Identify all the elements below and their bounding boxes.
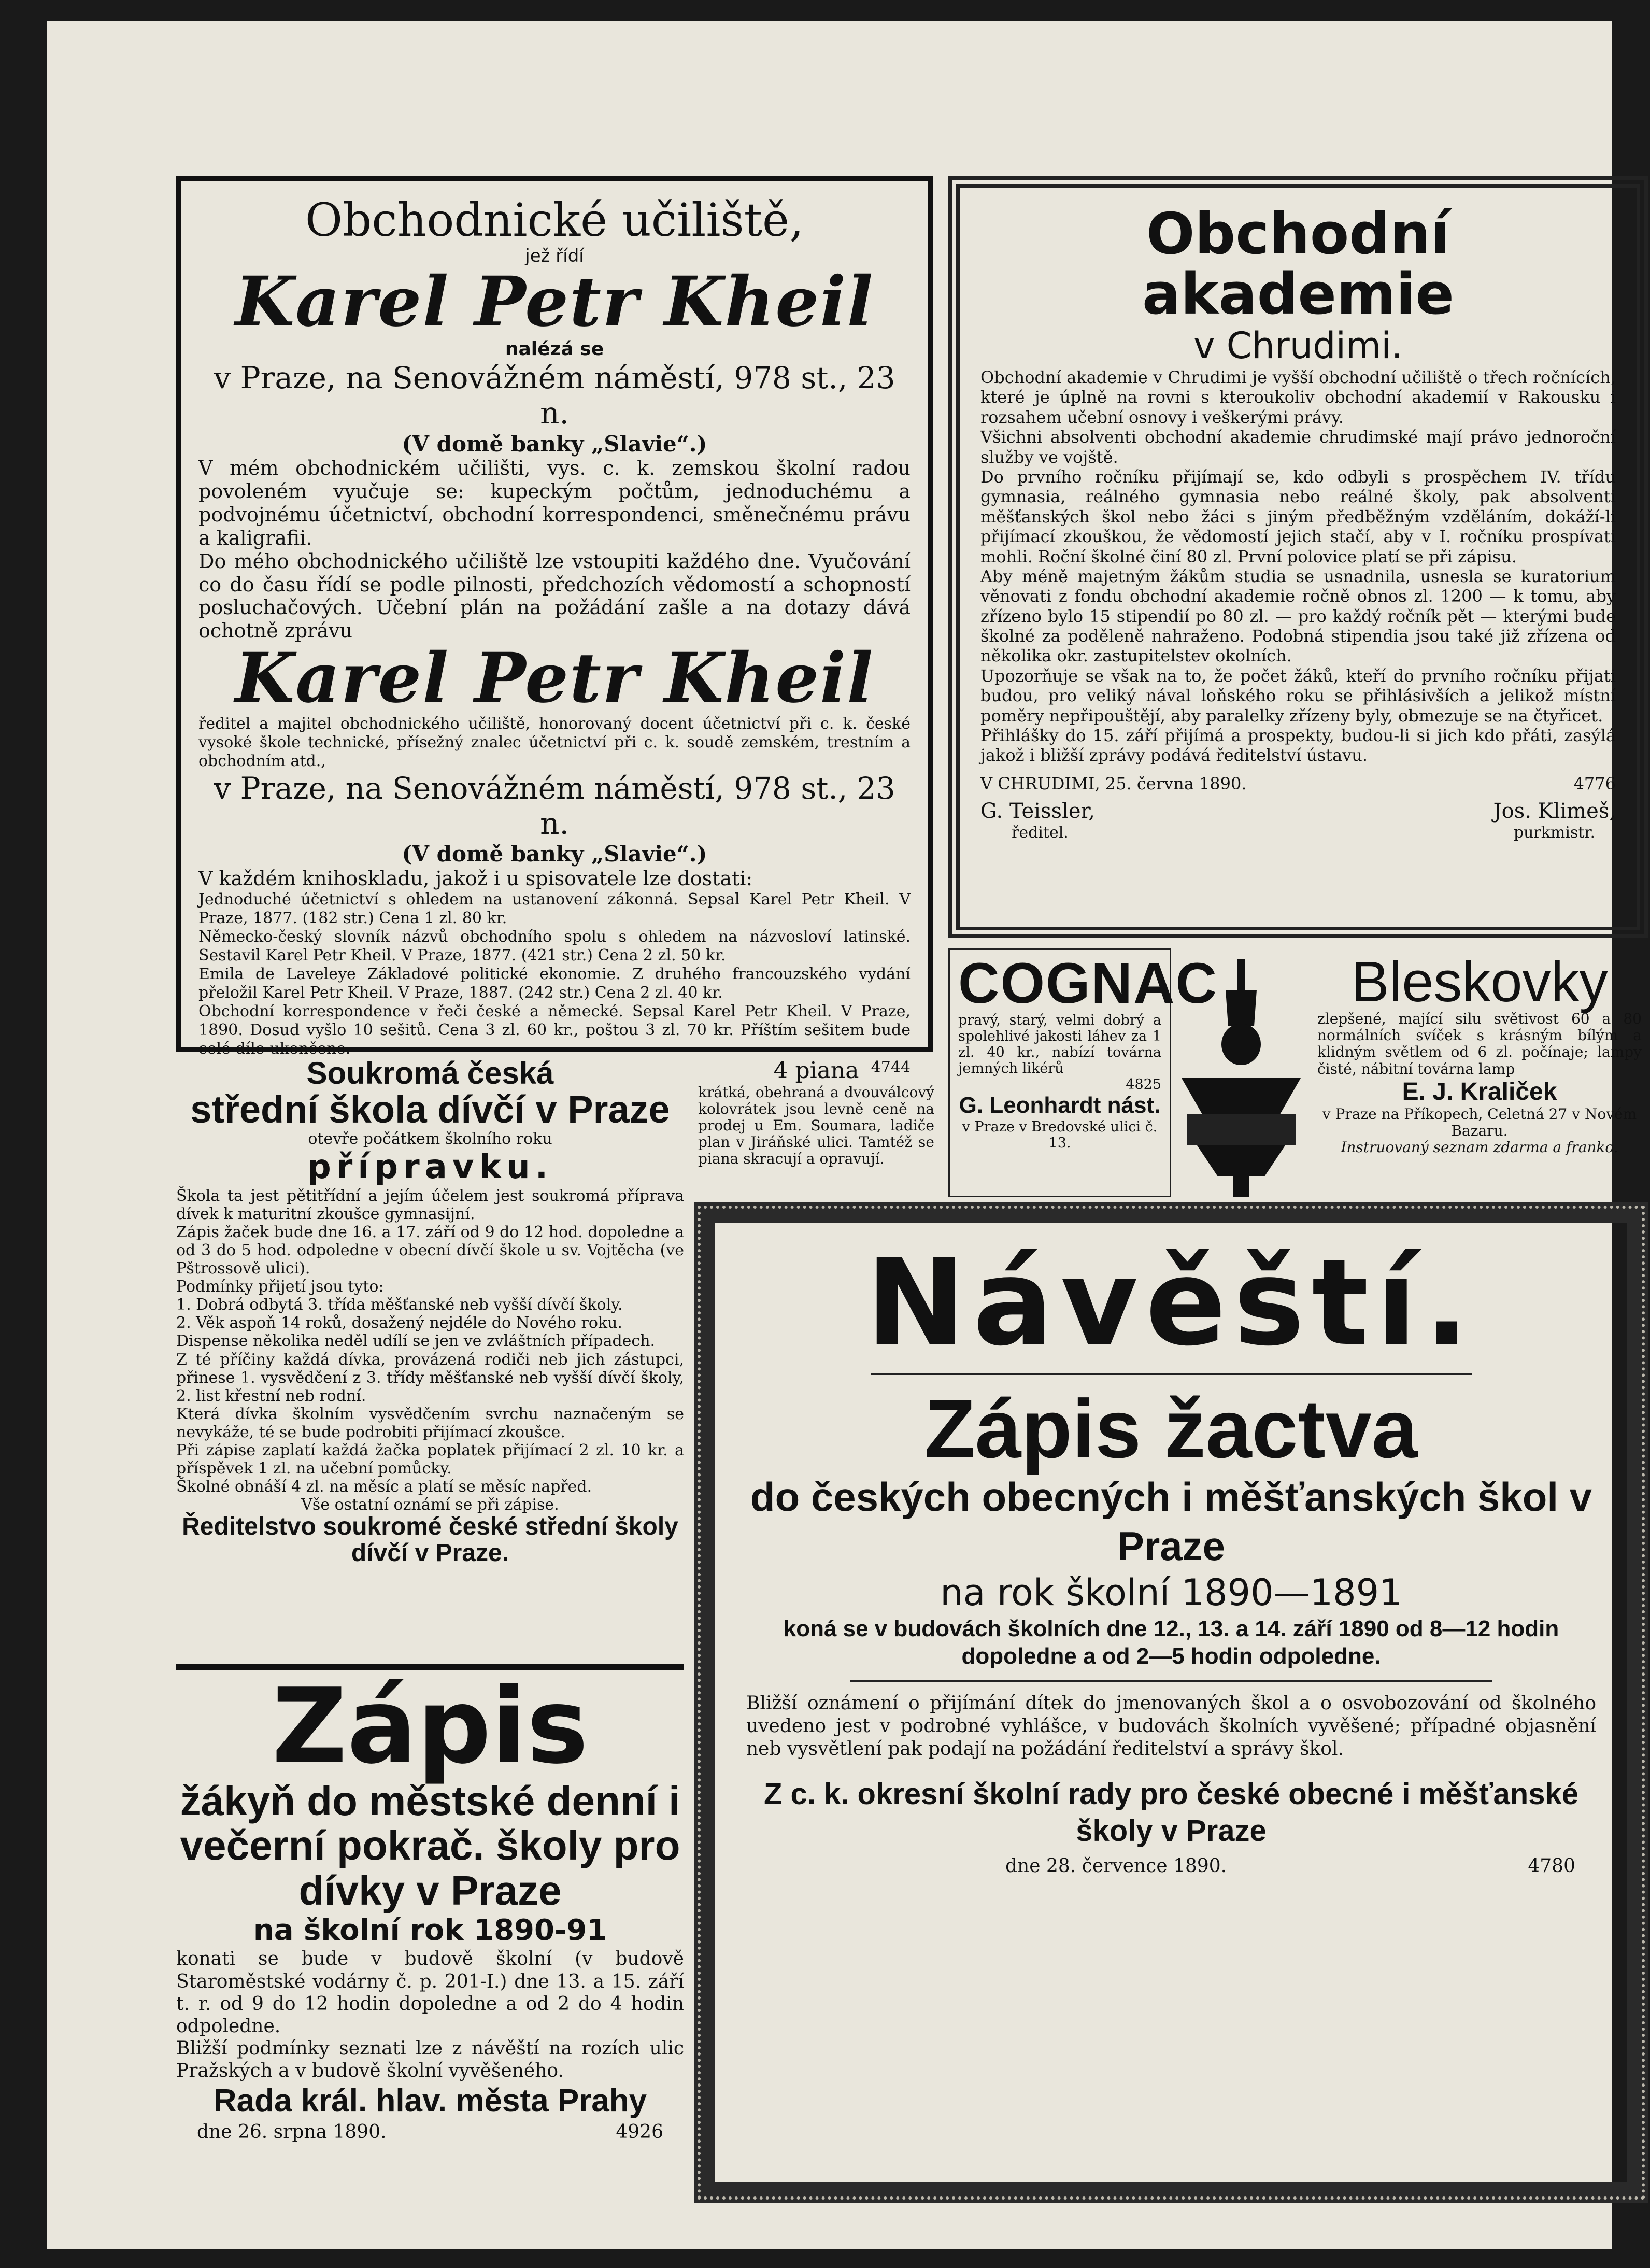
soukr-paragraph-4: 1. Dobrá odbytá 3. třída měšťanské neb vyšší dívčí školy.	[176, 1296, 623, 1314]
kheil-book-3: Emila de Laveleye Základové politické ekonomie. Z druhého francouzského vydání přeložil Karel Petr Kheil. V Praze, 1887. (242 str.) Cena 2 zl. 40 kr.	[198, 965, 911, 1002]
cognac-address: v Praze v Bredovské ulici č. 13.	[962, 1118, 1158, 1151]
zakyn-paragraph-2: Bližší podmínky seznati lze z návěští na rozích ulic Pražských a v budově školní vyvěšeného.	[176, 2038, 684, 2082]
zakyn-school-year: na školní rok 1890-91	[253, 1913, 607, 1948]
kheil-paragraph-1: V mém obchodnickém učilišti, vys. c. k. zemskou školní radou povoleném vyučuje se: kupeckým počtům, jednoduchému a podvojnému účetnictví, obchodní korrespondenci, směnečnému právu a kaligrafii.	[198, 457, 911, 549]
soukr-title-3: přípravku.	[307, 1147, 553, 1186]
newspaper-page	[47, 21, 1642, 2249]
akad-signature-director: G. Teissler,	[980, 799, 1095, 824]
cognac-ad-number: 4825	[1126, 1076, 1161, 1093]
nav-school-year: na rok školní 1890—1891	[940, 1571, 1402, 1614]
soukr-signature: Ředitelstvo soukromé české střední školy dívčí v Praze.	[182, 1513, 678, 1567]
zakyn-council: Rada král. hlav. města Prahy	[213, 2083, 647, 2119]
soukr-paragraph-1: Škola ta jest pětitřídní a jejím účelem jest soukromá příprava dívek k maturitní zkoušce gymnasijní.	[176, 1186, 684, 1223]
blesk-body: zlepšené, mající silu světivost 60 a 80 normálních svíček s krásným bílým a klidným světlem od 6 zl. počínaje; lampy čisté, nábitní továrna lamp	[1317, 1010, 1642, 1078]
nav-title: Návěští.	[865, 1234, 1477, 1372]
kheil-book-2: Německo-český slovník názvů obchodního spolu s ohledem na názvosloví latinské. Sestavil Karel Petr Kheil. V Praze, 1877. (421 str.) Cena 2 zl. 50 kr.	[198, 927, 911, 965]
nav-dates: koná se v budovách školních dne 12., 13. a 14. září 1890 od 8—12 hodin dopoledne a od 2—5 hodin odpoledne.	[783, 1615, 1559, 1669]
soukr-title-1: Soukromá česká	[306, 1056, 554, 1090]
nav-council: Z c. k. okresní školní rady pro české obecné i měšťanské školy v Praze	[764, 1777, 1578, 1848]
akad-paragraph-2: Všichni absolventi obchodní akademie chrudimské mají právo jednoroční služby ve vojště.	[980, 427, 1616, 467]
akad-ad-number: 4776	[1573, 773, 1616, 793]
blesk-firm: E. J. Kraliček	[1402, 1078, 1557, 1105]
soukr-paragraph-6: Dispense několika neděl udílí se jen ve zvláštních případech.	[176, 1332, 656, 1351]
akad-role-mayor: purkmistr.	[1513, 824, 1595, 842]
blesk-extra: Instruovaný seznam zdarma a franko.	[1341, 1139, 1618, 1156]
piana-title: 4 piana	[773, 1057, 859, 1084]
nav-ad-number: 4780	[1528, 1855, 1575, 1877]
ad-school-notice	[694, 1202, 1648, 2203]
akad-signature-mayor: Jos. Klimeš,	[1493, 799, 1616, 824]
kheil-paragraph-2: Do mého obchodnického učiliště lze vstoupiti každého dne. Vyučování co do času řídí se podle pilnosti, předchozích vědomostí a schopností posluchačových. Učební plán na požádání zašle a na dotazy dává ochotně zprávu	[198, 549, 911, 643]
ad-private-girls-school	[176, 1055, 684, 1651]
kheil-name-top: Karel Petr Kheil	[235, 261, 874, 342]
kheil-address: v Praze, na Senovážném náměstí, 978 st., 23 n.	[214, 360, 895, 431]
zakyn-date: dne 26. srpna 1890.	[197, 2121, 387, 2143]
soukr-opens: otevře počátkem školního roku	[308, 1129, 552, 1148]
ad-girls-school-enrollment	[176, 1659, 684, 2203]
kheil-book-4: Obchodní korrespondence v řeči české a německé. Sepsal Karel Petr Kheil. V Praze, 1890. Dosud vyšlo 10 sešitů. Cena 3 zl. 60 kr., poštou 3 zl. 70 kr. Příštím sešitem bude celé dílo ukončeno.	[198, 1002, 911, 1058]
akad-title: Obchodní akademie	[1142, 201, 1454, 327]
blesk-address: v Praze na Příkopech, Celetná 27 v Novém Bazaru.	[1322, 1105, 1637, 1140]
zakyn-ad-number: 4926	[616, 2121, 663, 2143]
ad-cognac	[948, 948, 1218, 1197]
soukr-title-2: střední škola dívčí v Praze	[190, 1088, 670, 1131]
kheil-name-bottom: Karel Petr Kheil	[235, 638, 874, 719]
soukr-paragraph-8: Která dívka školním vysvědčením svrchu naznačeným se nevykáže, té se bude podrobiti přijímací zkoušce.	[176, 1405, 684, 1441]
soukr-paragraph-11: Vše ostatní oznámí se při zápise.	[301, 1496, 559, 1514]
soukr-paragraph-5: 2. Věk aspoň 14 roků, dosažený nejdéle do Nového roku.	[176, 1314, 622, 1333]
akad-paragraph-4: Aby méně majetným žákům studia se usnadnila, usnesla se kuratorium věnovati z fondu obchodní akademie ročně obnos zl. 1200 — k tomu, aby zřízeno bylo 15 stipendií po 80 zl. — pro každý ročník pět — kterými bude školné za poděleně nahraženo. Podobná stipendia jsou také již zřízena od několika okr. zastupitelstev okolních.	[980, 566, 1616, 666]
cognac-title: COGNAC	[958, 952, 1218, 1015]
akad-paragraph-5: Upozorňuje se však na to, že počet žáků, kteří do prvního ročníku přijati budou, pro veliký nával loňského roku se přihlásivších a jelikož místní poměry nepřipouštějí, aby paralelky zřízeny byly, obmezuje se na čtyřicet.	[980, 665, 1616, 726]
ad-pianos	[692, 1055, 941, 1197]
nav-date: dne 28. července 1890.	[1005, 1855, 1227, 1877]
kheil-address-2: v Praze, na Senovážném náměstí, 978 st., 23 n.	[214, 770, 895, 842]
kheil-located: nalézá se	[505, 338, 604, 360]
soukr-paragraph-9: Při zápise zaplatí každá žačka poplatek přijímací 2 zl. 10 kr. a příspěvek 1 zl. na učební pomůcky.	[176, 1441, 684, 1478]
kheil-heading: Obchodnické učiliště,	[305, 193, 804, 247]
soukr-paragraph-2: Zápis žaček bude dne 16. a 17. září od 9 do 12 hod. dopoledne a od 3 do 5 hod. odpoledne v obecní dívčí škole u sv. Vojtěcha (ve Pštrossově ulici).	[176, 1223, 684, 1278]
kheil-bank: (V domě banky „Slavie“.)	[402, 431, 707, 457]
lamp-illustration-icon	[1176, 959, 1306, 1197]
soukr-paragraph-7: Z té příčiny každá dívka, provázená rodiči neb jich zástupci, přinese 1. vysvědčení z 3. třídy měšťanské neb vyšší dívčí školy, 2. list křestní neb rodní.	[176, 1350, 684, 1405]
akad-paragraph-6: Přihlášky do 15. září přijímá a prospekty, budou-li si jich kdo přáti, zasýlá jakož i bližší zprávy podává ředitelství ústavu.	[980, 726, 1616, 766]
zakyn-title: Zápis	[272, 1666, 589, 1787]
ad-chrudim-academy	[948, 176, 1648, 938]
zakyn-subtitle: žákyň do městské denní i večerní pokrač. školy pro dívky v Praze	[180, 1778, 680, 1913]
zakyn-paragraph-1: konati se bude v budově školní (v budově Staroměstské vodárny č. p. 201-I.) dne 13. a 15. září t. r. od 9 do 12 hodin dopoledne a od 2 do 4 hodin odpoledne.	[176, 1948, 684, 2037]
piana-body: krátká, obehraná a dvouválcový kolovrátek jsou levně ceně na prodej u Em. Soumara, ladiče plan v Jiráňské ulici. Tamtéž se piana skracují a opravují.	[698, 1083, 934, 1168]
soukr-paragraph-3: Podmínky přijetí jsou tyto:	[176, 1278, 384, 1296]
akad-date: V CHRUDIMI, 25. června 1890.	[980, 773, 1247, 793]
kheil-title-line: ředitel a majitel obchodnického učiliště, honorovaný docent účetnictví při c. k. české vysoké škole technické, přísežný znalec účetnictví při c. k. soudě zemském, trestním a obchodním atd.,	[198, 714, 911, 770]
cognac-firm: G. Leonhardt nást.	[959, 1093, 1161, 1118]
nav-paragraph-1: Bližší oznámení o přijímání dítek do jmenovaných škol a o osvobozování od školného uvedeno jest v podrobné vyhlášce, v budovách školních vyvěšené; případné objasnění neb vysvětlení pak podají na požádání ředitelství a správy škol.	[746, 1693, 1596, 1760]
nav-enrollment: Zápis žactva	[924, 1382, 1418, 1475]
kheil-paragraph-3: V každém knihoskladu, jakož i u spisovatele lze dostati:	[198, 867, 753, 890]
soukr-paragraph-10: Školné obnáší 4 zl. na měsíc a platí se měsíc napřed.	[176, 1478, 592, 1496]
blesk-title: Bleskovky	[1351, 950, 1608, 1014]
akad-role-director: ředitel.	[1012, 824, 1069, 842]
kheil-book-1: Jednoduché účetnictví s ohledem na ustanovení zákonná. Sepsal Karel Petr Kheil. V Praze, 1877. (182 str.) Cena 1 zl. 80 kr.	[198, 890, 911, 927]
akad-subtitle: v Chrudimi.	[1193, 324, 1403, 367]
nav-schools: do českých obecných i měšťanských škol v Praze	[750, 1474, 1592, 1569]
cognac-body: pravý, starý, velmi dobrý a spolehlivé jakosti láhev za 1 zl. 40 kr., nabízí továrna jemných likérů	[958, 1012, 1161, 1077]
akad-paragraph-1: Obchodní akademie v Chrudimi je vyšší obchodní učiliště o třech ročnících, které je úplně na rovni s kteroukoliv obchodní akademií v Rakousku i rozsahem učební osnovy i veškerými právy.	[980, 367, 1616, 427]
akad-paragraph-3: Do prvního ročníku přijímají se, kdo odbyli s prospěchem IV. třídu gymnasia, reálného gymnasia nebo reálné školy, pak absolventi měšťanských škol nebo žáci s jiným předběžným vzděláním, dokáží-li přijímací zkouškou, že vědomostí jejich stačí, aby v I. ročníku prospívati mohli. Roční školné činí 80 zl. První polovice platí se při zápisu.	[980, 466, 1616, 566]
kheil-bank-2: (V domě banky „Slavie“.)	[402, 841, 707, 867]
ad-bleskovky-lamps	[1176, 948, 1648, 1197]
kheil-subheading: jež řídí	[525, 245, 584, 266]
kheil-ad-number: 4744	[871, 1058, 911, 1076]
